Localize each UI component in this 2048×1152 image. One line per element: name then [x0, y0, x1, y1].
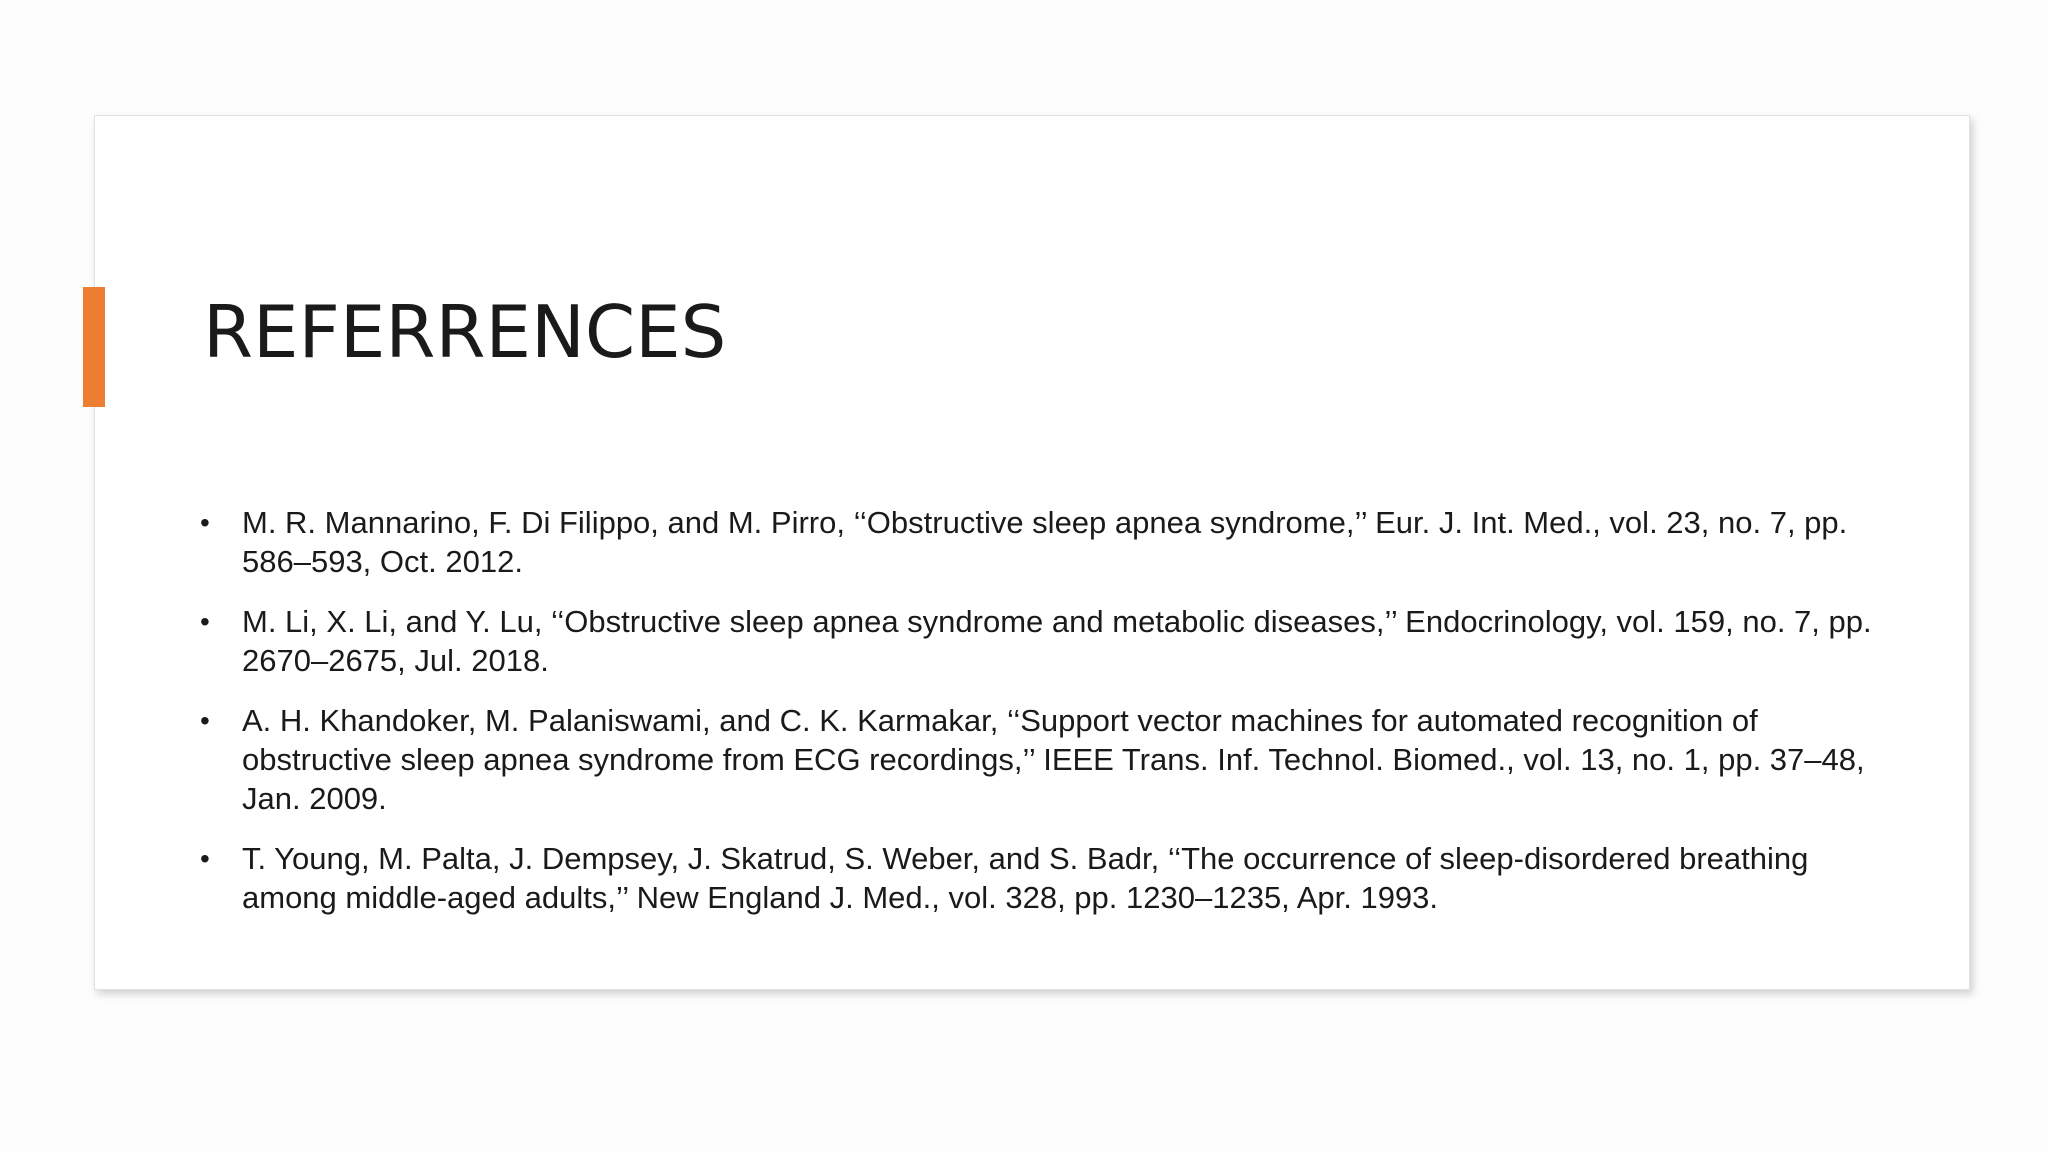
reference-list [200, 503, 1880, 938]
bullet-icon: • [200, 606, 210, 637]
slide-title: REFERRENCES [203, 290, 727, 374]
reference-item [200, 503, 1880, 581]
bullet-icon: • [200, 507, 210, 538]
reference-item [200, 602, 1880, 680]
reference-text: A. H. Khandoker, M. Palaniswami, and C. K. Karmakar, ‘‘Support vector machines for automated recognition of obstructive sleep apnea syndrome from ECG recordings,’’ IEEE Trans. Inf. Technol. Biomed., vol. 13, no. 1, pp. 37–48, Jan. 2009. [242, 703, 1865, 816]
reference-text: M. R. Mannarino, F. Di Filippo, and M. Pirro, ‘‘Obstructive sleep apnea syndrome,’’ Eur. J. Int. Med., vol. 23, no. 7, pp. 586–593, Oct. 2012. [242, 505, 1848, 579]
reference-text: M. Li, X. Li, and Y. Lu, ‘‘Obstructive sleep apnea syndrome and metabolic diseases,’’ Endocrinology, vol. 159, no. 7, pp. 2670–2675, Jul. 2018. [242, 604, 1872, 678]
reference-item [200, 701, 1880, 818]
reference-item [200, 839, 1880, 917]
title-accent-bar [83, 287, 105, 407]
bullet-icon: • [200, 705, 210, 736]
bullet-icon: • [200, 843, 210, 874]
reference-text: T. Young, M. Palta, J. Dempsey, J. Skatrud, S. Weber, and S. Badr, ‘‘The occurrence of sleep-disordered breathing among middle-aged adults,’’ New England J. Med., vol. 328, pp. 1230–1235, Apr. 1993. [242, 841, 1809, 915]
